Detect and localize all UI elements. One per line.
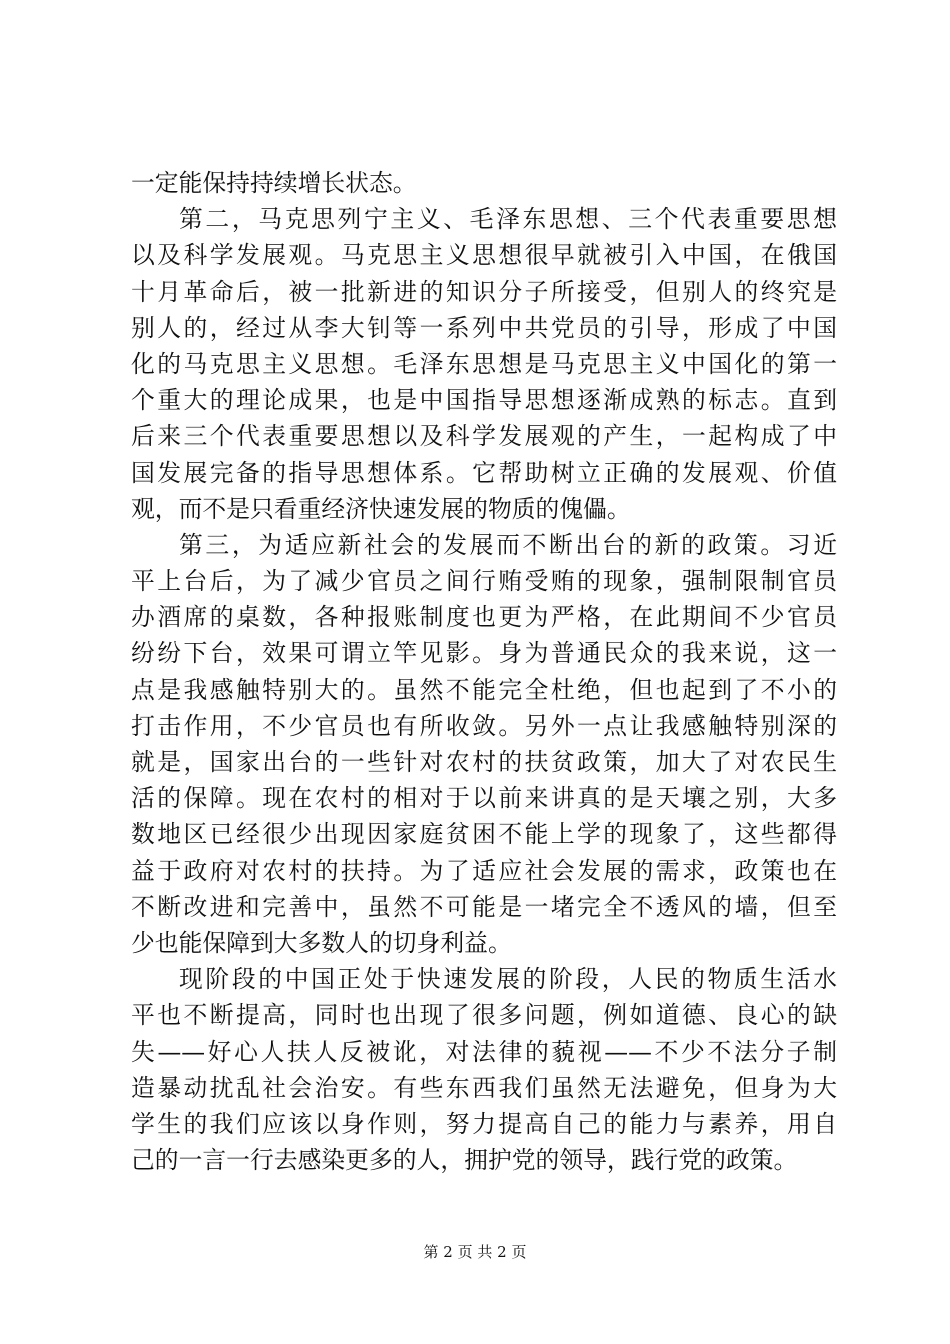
text-line: 不断改进和完善中，虽然不可能是一堵完全不透风的墙，但至 [131, 892, 837, 921]
text-line: 以及科学发展观。马克思主义思想很早就被引入中国，在俄国 [131, 241, 837, 270]
text-line: 十月革命后，被一批新进的知识分子所接受，但别人的终究是 [131, 277, 837, 306]
text-line: 打击作用，不少官员也有所收敛。另外一点让我感触特别深的 [131, 711, 837, 740]
document-body [131, 165, 837, 1178]
text-line: 现阶段的中国正处于快速发展的阶段，人民的物质生活水 [179, 965, 837, 994]
text-line: 就是，国家出台的一些针对农村的扶贫政策，加大了对农民生 [131, 748, 837, 776]
text-line: 造暴动扰乱社会治安。有些东西我们虽然无法避免，但身为大 [131, 1073, 837, 1102]
text-line: 化的马克思主义思想。毛泽东思想是马克思主义中国化的第一 [131, 349, 837, 378]
page-footer: 第 2 页 共 2 页 [423, 1243, 527, 1261]
text-line: 观，而不是只看重经济快速发展的物质的傀儡。 [131, 494, 631, 523]
text-line: 失——好心人扶人反被讹，对法律的藐视——不少不法分子制 [131, 1037, 837, 1066]
text-line: 平也不断提高，同时也出现了很多问题，例如道德、良心的缺 [131, 1001, 837, 1030]
text-line: 少也能保障到大多数人的切身利益。 [131, 928, 512, 957]
text-line: 个重大的理论成果，也是中国指导思想逐渐成熟的标志。直到 [131, 386, 837, 415]
text-line: 益于政府对农村的扶持。为了适应社会发展的需求，政策也在 [131, 856, 837, 885]
text-line: 第二，马克思列宁主义、毛泽东思想、三个代表重要思想 [179, 205, 837, 234]
text-line: 学生的我们应该以身作则，努力提高自己的能力与素养，用自 [131, 1109, 837, 1138]
text-line: 国发展完备的指导思想体系。它帮助树立正确的发展观、价值 [131, 458, 837, 487]
text-line: 点是我感触特别大的。虽然不能完全杜绝，但也起到了不小的 [131, 675, 837, 704]
text-line: 办酒席的桌数，各种报账制度也更为严格，在此期间不少官员 [131, 603, 837, 632]
text-line: 己的一言一行去感染更多的人，拥护党的领导，践行党的政策。 [131, 1146, 798, 1175]
text-line: 后来三个代表重要思想以及科学发展观的产生，一起构成了中 [131, 422, 837, 451]
text-line: 平上台后，为了减少官员之间行贿受贿的现象，强制限制官员 [131, 567, 837, 596]
text-line: 活的保障。现在农村的相对于以前来讲真的是天壤之别，大多 [131, 784, 837, 813]
text-line: 别人的，经过从李大钊等一系列中共党员的引导，形成了中国 [131, 313, 837, 342]
text-line: 纷纷下台，效果可谓立竿见影。身为普通民众的我来说，这一 [131, 639, 837, 668]
text-line: 一定能保持持续增长状态。 [131, 169, 417, 197]
text-line: 数地区已经很少出现因家庭贫困不能上学的现象了，这些都得 [131, 820, 837, 849]
text-line: 第三，为适应新社会的发展而不断出台的新的政策。习近 [179, 530, 837, 559]
